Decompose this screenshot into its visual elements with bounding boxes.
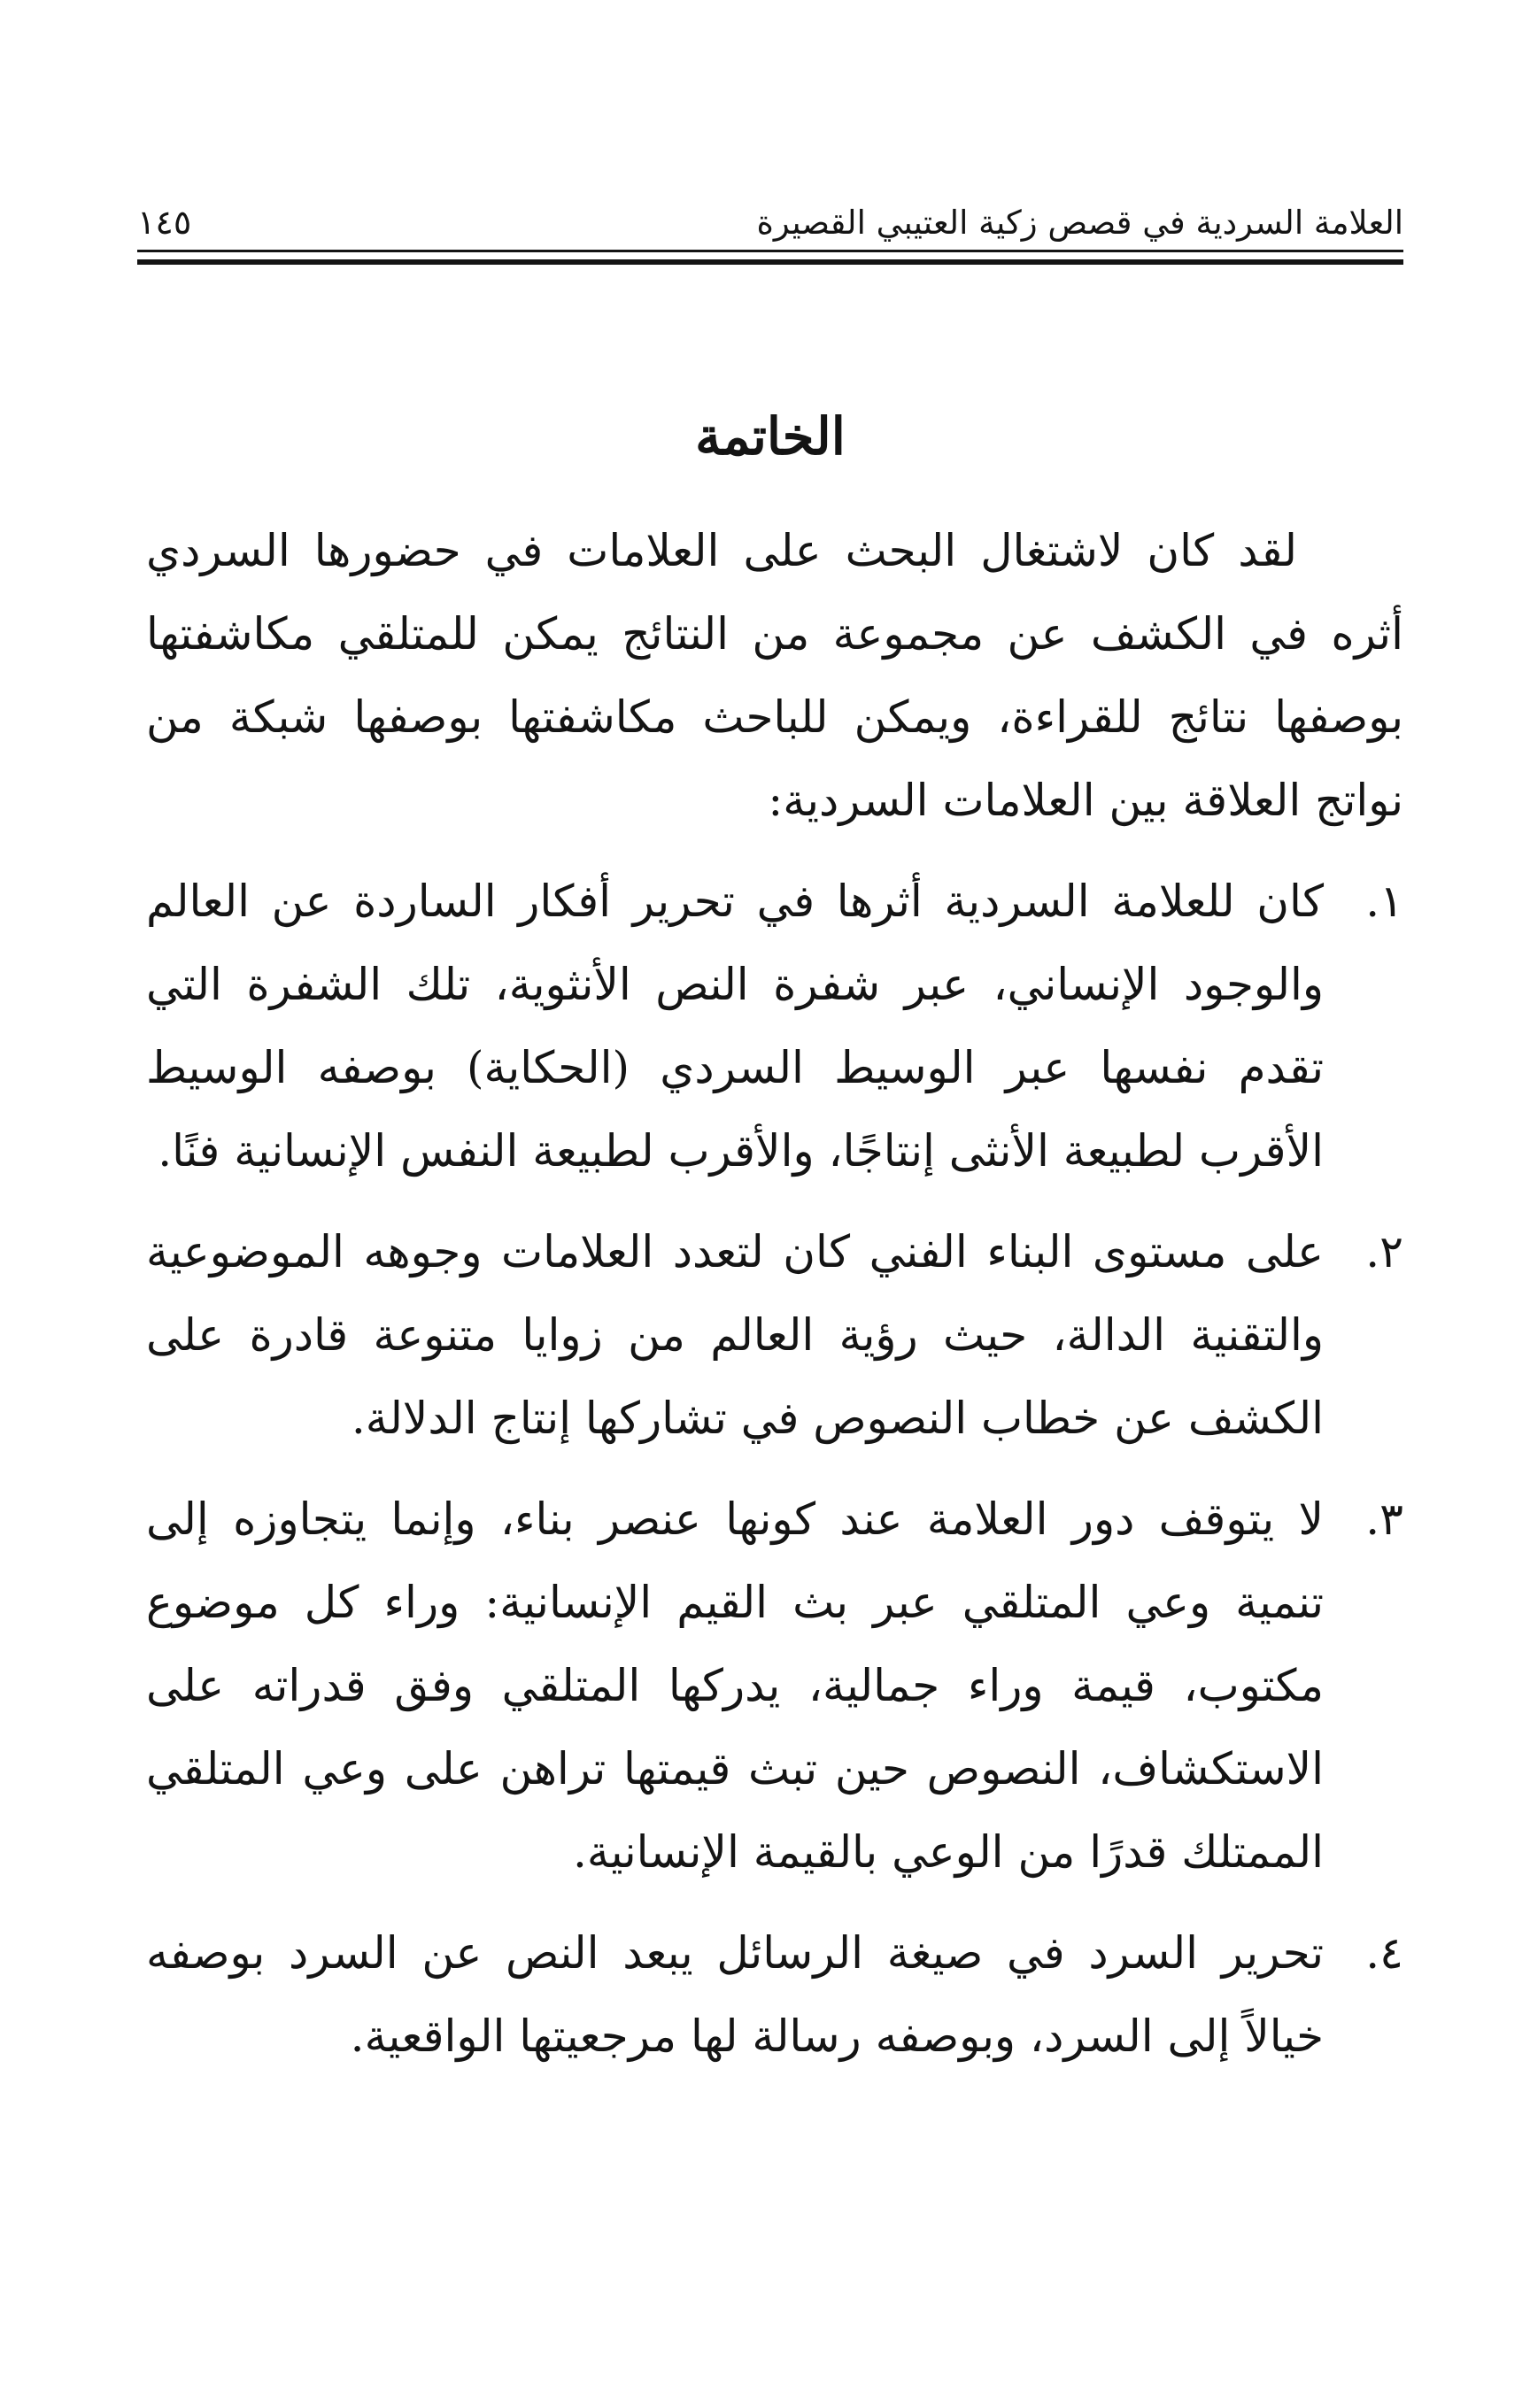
list-item — [146, 1210, 1403, 1460]
list-item — [146, 860, 1403, 1192]
list-item — [146, 1911, 1403, 2078]
header-rule-thin — [137, 250, 1403, 252]
item-number: ٣. — [1365, 1493, 1403, 1545]
running-header — [137, 177, 1403, 242]
conclusions-list — [146, 860, 1403, 2078]
item-text: لا يتوقف دور العلامة عند كونها عنصر بناء، وإنما يتجاوزه إلى تنمية وعي المتلقي عبر بث القيم الإنسانية: وراء كل موضوع مكتوب، قيمة وراء جمالية، يدركها المتلقي وفق قدراته على الاستكشاف، النصوص حين تبث قيمتها تراهن على وعي المتلقي الممتلك قدرًا من الوعي بالقيمة الإنسانية. — [146, 1493, 1324, 1878]
item-number: ٢. — [1365, 1226, 1403, 1277]
item-text: كان للعلامة السردية أثرها في تحرير أفكار الساردة عن العالم والوجود الإنساني، عبر شفرة النص الأنثوية، تلك الشفرة التي تقدم نفسها عبر الوسيط السردي (الحكاية) بوصفه الوسيط الأقرب لطبيعة الأنثى إنتاجًا، والأقرب لطبيعة النفس الإنسانية فنًا. — [146, 876, 1324, 1177]
intro-paragraph: لقد كان لاشتغال البحث على العلامات في حضورها السردي أثره في الكشف عن مجموعة من النتائج يمكن للمتلقي مكاشفتها بوصفها نتائج للقراءة، ويمكن للباحث مكاشفتها بوصفها شبكة من نواتج العلاقة بين العلامات السردية: — [146, 525, 1403, 826]
item-number: ١. — [1365, 876, 1403, 927]
page-number: ١٤٥ — [137, 203, 192, 242]
item-number: ٤. — [1365, 1927, 1403, 1979]
item-text: على مستوى البناء الفني كان لتعدد العلامات وجوهه الموضوعية والتقنية الدالة، حيث رؤية العالم من زوايا متنوعة قادرة على الكشف عن خطاب النصوص في تشاركها إنتاج الدلالة. — [146, 1226, 1324, 1444]
header-rule-thick — [137, 259, 1403, 265]
list-item — [146, 1478, 1403, 1894]
running-title: العلامة السردية في قصص زكية العتيبي القصيرة — [756, 204, 1403, 242]
chapter-title: الخاتمة — [695, 405, 846, 467]
body-text — [146, 509, 1403, 2078]
item-text: تحرير السرد في صيغة الرسائل يبعد النص عن السرد بوصفه خيالاً إلى السرد، وبوصفه رسالة لها مرجعيتها الواقعية. — [146, 1927, 1324, 2062]
